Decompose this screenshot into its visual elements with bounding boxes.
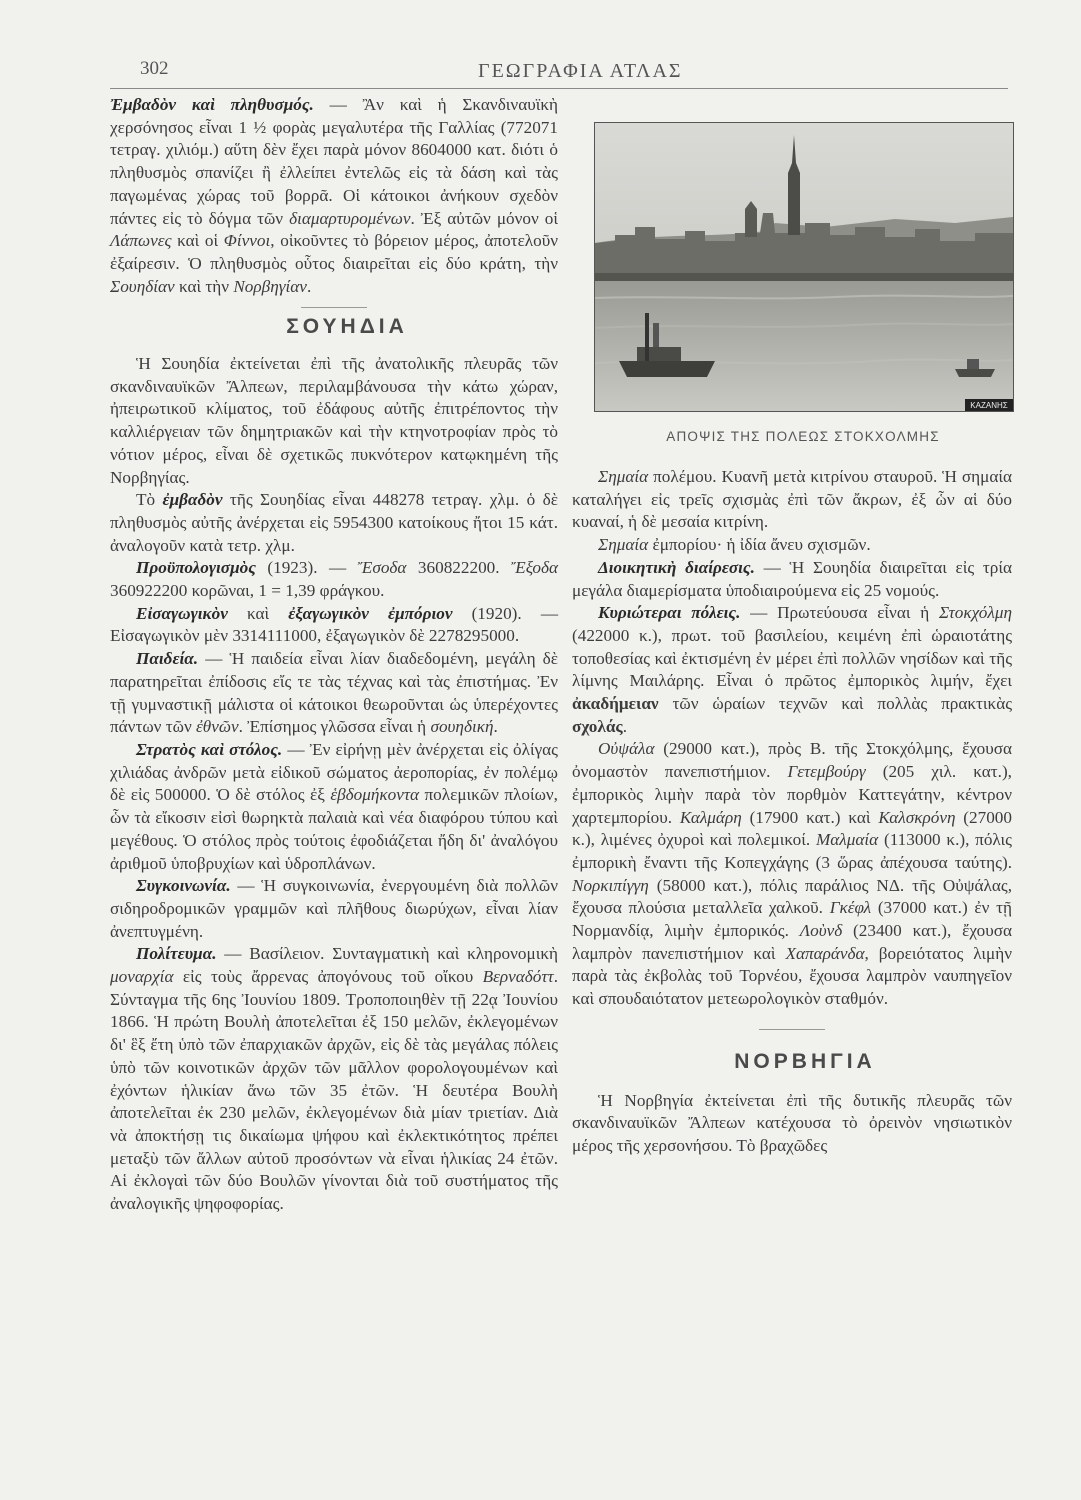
city-name: Χαπαράνδα xyxy=(785,943,865,963)
text: — Ἡ Σουηδία διαιρεῖται εἰς τρία μεγάλα διαμερίσματα ὑποδιαιρούμενα εἰς 25 νομούς. xyxy=(572,557,1012,600)
sweden-budget xyxy=(110,557,558,602)
inline-heading: Κυριώτεραι πόλεις. xyxy=(598,603,741,623)
intro-heading: Ἐμβαδὸν καὶ πληθυσμός. xyxy=(110,95,314,114)
left-column xyxy=(110,94,558,1216)
italic-text: σουηδική xyxy=(430,717,494,737)
intro-text: καὶ τὴν xyxy=(174,276,234,296)
intro-text: καὶ οἱ xyxy=(171,231,224,251)
intro-paragraph xyxy=(110,94,558,298)
sweden-polity xyxy=(110,943,558,1215)
italic-text: μοναρχία xyxy=(110,967,174,987)
city-name: Οὐψάλα xyxy=(598,739,655,759)
sweden-communication xyxy=(110,875,558,943)
text: (29000 κατ.), πρὸς Β. τῆς Στοκχόλμης, ἔχουσα ὀνομαστὸν πανεπιστήμιον. xyxy=(572,739,1012,782)
text: — Βασίλειον. Συνταγματικὴ καὶ κληρονομικὴ xyxy=(216,944,558,964)
sweden-merchant-flag xyxy=(572,534,1012,557)
city-name: Γκέφλ xyxy=(829,898,872,918)
italic-text: ἐθνῶν xyxy=(196,717,239,737)
city-name: Λοὺνδ xyxy=(799,921,843,941)
running-title: ΓΕΩΓΡΑΦΙΑ ΑΤΛΑΣ xyxy=(478,60,683,82)
city-name: Νορκιπίγγη xyxy=(572,875,649,895)
text: (37000 κατ.) ἐν τῇ Νορμανδίᾳ, λιμὴν ἐμπορικός. xyxy=(572,898,1012,941)
text: — Ἐν εἰρήνῃ μὲν ἀνέρχεται εἰς ὀλίγας χιλιάδας ἀνδρῶν μετὰ εἰδικοῦ σώματος ἀεροπορίας, ἐν πολέμῳ δὲ εἰς 500000. Ὁ δὲ στόλος ἐξ xyxy=(110,739,558,805)
city-name: Μαλμαία xyxy=(815,830,879,850)
intro-text: . xyxy=(306,276,312,296)
intro-text: — Ἂν καὶ ἡ Σκανδιναυϊκὴ χερσόνησος εἶναι 1 ½ φορὰς μεγαλυτέρα τῆς Γαλλίας (772071 τετραγ. χιλιόμ.) αὕτη δὲν ἔχει παρὰ μόνον 8604000 κατ. διότι ὁ πληθυσμὸς σπανίζει ἢ ἐλλείπει ἐντελῶς εἰς τὰ δάση καὶ τὰς παγωμένας χώρας τοῦ βορρᾶ. Οἱ κάτοικοι ἀνήκουν σχεδὸν πάντες εἰς τὸ δόγμα τῶν xyxy=(110,95,558,228)
inline-heading: Συγκοινωνία. xyxy=(136,876,231,896)
inline-heading: Παιδεία. xyxy=(136,649,199,669)
italic-text: Σημαία xyxy=(598,535,649,555)
city-name: Γετεμβούργ xyxy=(787,762,866,782)
text: (113000 κ.), πόλις ἐμπορικὴ ἔναντι τῆς Κοπεγχάγης (3 ὥρας ἀπέχουσα ταύτης). xyxy=(572,830,1012,872)
sweden-intro: Ἡ Σουηδία ἐκτείνεται ἐπὶ τῆς ἀνατολικῆς πλευρᾶς τῶν σκανδιναυϊκῶν Ἄλπεων, περιλαμβάνουσα τὴν κάτω χώραν, ἠπειρωτικοῦ κλίματος, τοῦ ἐδάφους αὐτῆς ἐπιτρέποντος τὴν καλλιέργειαν τῶν δημητριακῶν καὶ τὴν κτηνοτροφίαν πρὸς τὸ νότιον μέρος, εἶναι δὲ σχετικῶς πυκνότερον κατῳκημένη τῆς Νορβηγίας. xyxy=(110,354,558,487)
section-title-sweden: ΣΟΥΗΔΙΑ xyxy=(286,315,408,339)
text: . xyxy=(622,716,627,736)
divider xyxy=(110,298,558,316)
text: Τὸ xyxy=(136,490,163,510)
text: καὶ xyxy=(227,603,289,623)
sweden-other-cities xyxy=(572,738,1012,1010)
sweden-flag xyxy=(572,466,1012,534)
photo-credit: ΚΑΖΑΝΗΣ xyxy=(970,401,1008,410)
intro-italic: Λάπωνες xyxy=(110,231,172,251)
city-name: Καλμάρη xyxy=(679,807,742,827)
stockholm-photo xyxy=(594,122,1014,412)
intro-italic: Νορβηγίαν xyxy=(233,276,307,296)
text: (422000 κ.), πρωτ. τοῦ βασιλείου, κειμένη ἐπὶ ὡραιοτάτης τοποθεσίας καὶ ἐκτισμένη ἐν μέρει ἐπὶ πολλῶν νησίδων καὶ τῆς λίμνης Μαιλάρης. Εἶναι ὁ πρῶτος ἐμπορικὸς λιμήν, ἔχει xyxy=(572,625,1012,691)
norway-intro: Ἡ Νορβηγία ἐκτείνεται ἐπὶ τῆς δυτικῆς πλευρᾶς τῶν σκανδιναυϊκῶν Ἄλπεων κατέχουσα τὸ ὀρεινὸν νησιωτικὸν μέρος τῆς χερσονήσου. Τὸ βραχῶδες xyxy=(572,1090,1012,1155)
text: — Ἡ συγκοινωνία, ἐνεργουμένη διὰ πολλῶν σιδηροδρομικῶν γραμμῶν καὶ πλῆθους διωρύχων, εἶναι λίαν ἀνεπτυγμένη. xyxy=(110,876,558,941)
sweden-army xyxy=(110,739,558,875)
city-name: Καλσκρόνη xyxy=(878,807,956,827)
sweden-cities xyxy=(572,602,1012,738)
inline-heading: Στρατὸς καὶ στόλος. xyxy=(136,739,283,759)
text: — Πρωτεύουσα εἶναι ἡ xyxy=(740,603,939,623)
section-title-norway: ΝΟΡΒΗΓΙΑ xyxy=(734,1049,876,1073)
sweden-area xyxy=(110,489,558,557)
text: τῆς Σουηδίας εἶναι 448278 τετραγ. χλμ. ὁ δὲ πληθυσμὸς αὐτῆς ἀνέρχεται εἰς 5954300 κατοίκους ἤτοι 15 κάτ. ἀναλογοῦν κατὰ τετρ. χλμ. xyxy=(110,490,558,555)
divider xyxy=(572,1011,1012,1051)
text: (1923). — xyxy=(255,558,358,578)
bold-text: σχολάς xyxy=(572,716,623,736)
text: (205 χιλ. κατ.), ἐμπορικὸς λιμὴν παρὰ τὸν πορθμὸν Καττεγάτην, κέντρον χαρτεμπορίου. xyxy=(572,762,1012,827)
inline-heading: Διοικητικὴ διαίρεσις. xyxy=(598,557,755,577)
intro-text: . Ἐξ αὐτῶν μόνον οἱ xyxy=(410,208,558,228)
text: 360922200 κορῶναι, 1 = 1,39 φράγκου. xyxy=(110,581,385,601)
text: τῶν ὡραίων τεχνῶν καὶ πολλὰς πρακτικὰς xyxy=(658,694,1012,714)
inline-heading: Προϋπολογισμὸς xyxy=(136,558,256,578)
italic-text: Ἔξοδα xyxy=(511,558,558,578)
text: (1920). — Εἰσαγωγικὸν μὲν 3314111000, ἐξαγωγικὸν δὲ 2278295000. xyxy=(110,603,559,646)
text: πολεμικῶν πλοίων, ὧν τὰ εἴκοσιν εἰσὶ θωρηκτὰ παλαιὰ καὶ νέα διαφόρου τύπου καὶ μεγέθους. Ὁ στόλος πρὸς τούτοις ἐφοδιάζεται ἤδη δι' ἀναλόγου ἀριθμοῦ ὑποβρυχίων καὶ ὑδροπλάνων. xyxy=(110,785,558,873)
inline-heading: Πολίτευμα. xyxy=(136,944,217,964)
intro-italic: Σουηδίαν xyxy=(110,276,175,296)
text: — Ἡ παιδεία εἶναι λίαν διαδεδομένη, μεγάλη δὲ παρατηρεῖται ἐπίδοσις εἴς τε τὰς τέχνας καὶ τὰς ἐπιστήμας. Ἐν τῇ γυμναστικῇ μάλιστα οἱ κάτοικοι θεωροῦνται ὡς ὑπερέχοντες πάντων τῶν xyxy=(110,649,558,737)
italic-text: ἑβδομήκοντα xyxy=(330,785,420,805)
text: (17900 κατ.) καὶ xyxy=(741,807,879,827)
text: , βορειότατος λιμὴν παρὰ τὰς ἐκβολὰς τοῦ Τορνέου, ἔχουσα λαμπρὸν ναυπηγεῖον καὶ σπουδαιότατον μετεωρολογικὸν σταθμόν. xyxy=(572,943,1012,1009)
text: ἐμπορίου· ἡ ἰδία ἄνευ σχισμῶν. xyxy=(648,535,871,555)
sweden-trade xyxy=(110,603,558,648)
sweden-administration xyxy=(572,557,1012,602)
text: . xyxy=(493,717,498,737)
italic-text: Στοκχόλμη xyxy=(938,603,1012,623)
inline-heading: ἐμβαδὸν xyxy=(162,490,223,510)
text: . Ἐπίσημος γλῶσσα εἶναι ἡ xyxy=(238,717,431,737)
intro-italic: Φίννοι xyxy=(223,231,271,251)
text: εἰς τοὺς ἄρρενας ἀπογόνους τοῦ οἴκου xyxy=(173,967,483,987)
stockholm-photo-image xyxy=(595,123,1013,411)
inline-heading: Εἰσαγωγικὸν xyxy=(136,603,228,623)
intro-text: , οἰκοῦντες τὸ βόρειον μέρος, ἀποτελοῦν ἐξαίρεσιν. Ὁ πληθυσμὸς οὗτος διαιρεῖται εἰς δύο κράτη, τὴν xyxy=(110,231,559,273)
text: πολέμου. Κυανῆ μετὰ κιτρίνου σταυροῦ. Ἡ σημαία καταλήγει εἰς τρεῖς σχισμὰς ἐπὶ τῶν ἄκρων, ἐξ ὧν αἱ δύο κυαναί, ἡ δὲ μεσαία κιτρίνη. xyxy=(572,467,1012,532)
intro-italic: διαμαρτυρομένων xyxy=(289,208,411,228)
text: (58000 κατ.), πόλις παράλιος ΝΔ. τῆς Οὐψάλας, ἔχουσα πλούσια μεταλλεῖα χαλκοῦ. xyxy=(572,875,1012,918)
italic-text: Σημαία xyxy=(598,467,649,486)
bold-text: ἀκαδήμειαν xyxy=(572,694,659,714)
sweden-education xyxy=(110,648,558,739)
italic-text: Βερναδόττ xyxy=(482,967,554,987)
text: (23400 κατ.), ἔχουσα λαμπρὸν πανεπιστήμιον καὶ xyxy=(572,921,1012,963)
header-rule xyxy=(110,88,1008,89)
page-number: 302 xyxy=(140,58,169,79)
text: . Σύνταγμα τῆς 6ης Ἰουνίου 1809. Τροποποιηθὲν τῇ 22ᾳ Ἰουνίου 1866. Ἡ πρώτη Βουλὴ ἀποτελεῖται ἐξ 150 μελῶν, ἐκλεγομένων δι' ἓξ ἔτη ὑπὸ τῶν ἐπαρχιακῶν ἀρχῶν, εἰς δὲ τὰς μεγάλας πόλεις ὑπὸ τῶν κοινοτικῶν ἀρχῶν τῶν μᾶλλον φορολογουμένων καὶ ἐχόντων ἡλικίαν ἄνω τῶν 35 ἐτῶν. Ἡ δευτέρα Βουλὴ ἀποτελεῖται ἐκ 230 μελῶν, ἐκλεγομένων διὰ μίαν τριετίαν. Διὰ νὰ ἀποκτήσῃ τις δικαίωμα ψήφου καὶ ἐκλεκτικότητος πρέπει μεταξὺ τῶν ἄλλων αὐτοῦ προσόντων νὰ εἶναι ἡλικίας 24 ἐτῶν. Αἱ ἐκλογαὶ τῶν δύο Βουλῶν γίνονται διὰ τοῦ συστήματος τῆς ἀναλογικῆς ψηφοφορίας. xyxy=(110,967,558,1214)
photo-caption: ΑΠΟΨΙΣ ΤΗΣ ΠΟΛΕΩΣ ΣΤΟΚΧΟΛΜΗΣ xyxy=(666,429,940,444)
right-column xyxy=(572,466,1012,1158)
text: (27000 κ.), λιμένες ὀχυροὶ καὶ πολεμικοί. xyxy=(572,807,1012,850)
text: 360822200. xyxy=(406,558,512,578)
inline-heading: ἐξαγωγικὸν ἐμπόριον xyxy=(288,603,453,623)
italic-text: Ἔσοδα xyxy=(357,558,407,578)
